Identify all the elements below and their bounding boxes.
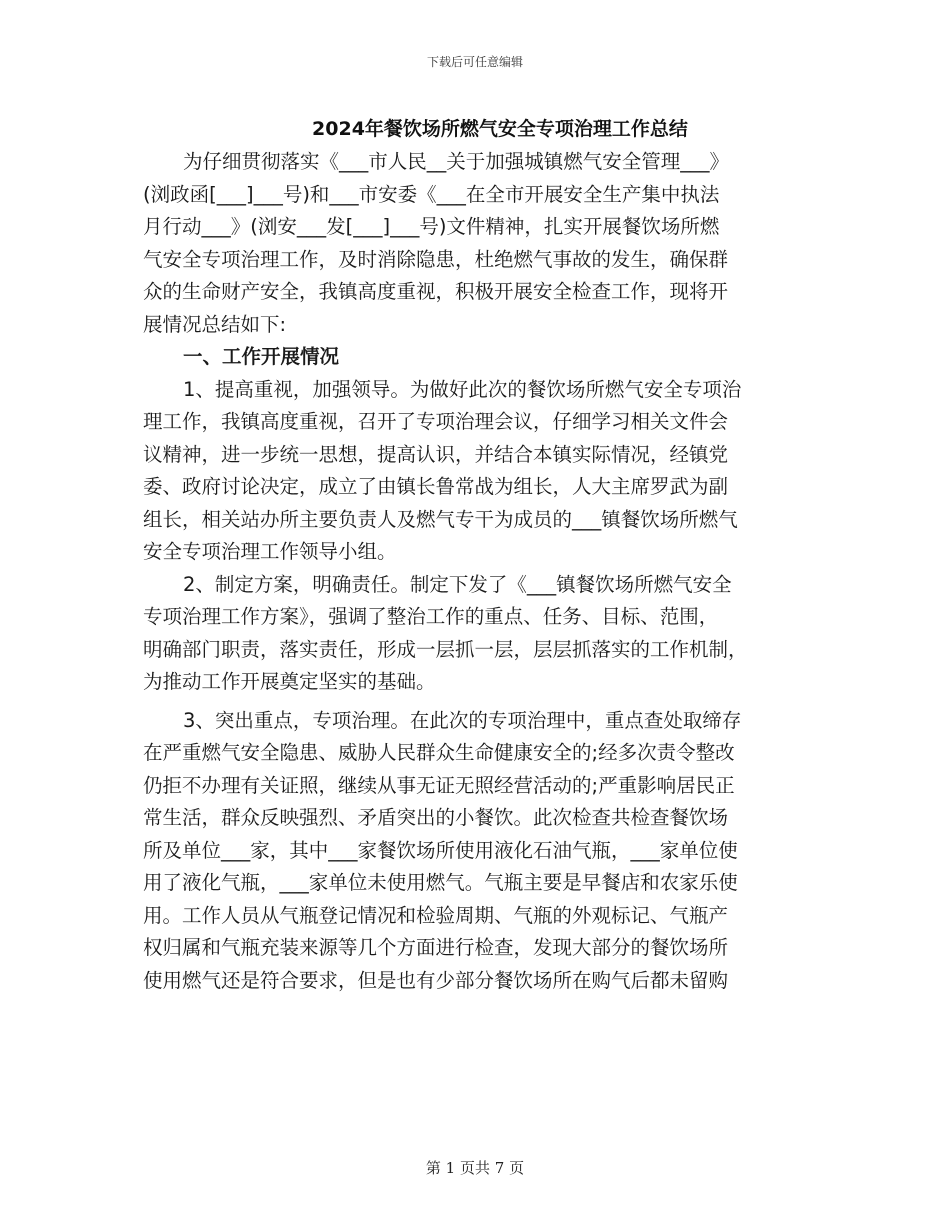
paragraph-line: 气安全专项治理工作，及时消除隐患，杜绝燃气事故的发生，确保群 xyxy=(143,247,729,271)
paragraph-line: 众的生命财产安全，我镇高度重视，积极开展安全检查工作，现将开 xyxy=(143,280,729,303)
item-2-paragraph xyxy=(143,569,803,699)
paragraph-line: 专项治理工作方案》，强调了整治工作的重点、任务、目标、范围， xyxy=(143,605,719,628)
paragraph-line: 委、政府讨论决定，成立了由镇长鲁常战为组长，人大主席罗武为副 xyxy=(143,475,729,498)
paragraph-line: 在严重燃气安全隐患、威胁人民群众生命健康安全的;经多次责令整改 xyxy=(143,741,735,764)
paragraph-line: 用了液化气瓶，___家单位未使用燃气。气瓶主要是早餐店和农家乐使 xyxy=(143,871,738,894)
paragraph-line: 展情况总结如下: xyxy=(143,312,287,336)
document-title: 2024年餐饮场所燃气安全专项治理工作总结 xyxy=(312,118,688,140)
paragraph-line: 常生活，群众反映强烈、矛盾突出的小餐饮。此次检查共检查餐饮场 xyxy=(143,806,729,829)
paragraph-line: 安全专项治理工作领导小组。 xyxy=(143,540,397,563)
page-footer: 第 1 页共 7 页 xyxy=(425,1159,525,1177)
paragraph-line: 所及单位___家，其中___家餐饮场所使用液化石油气瓶，___家单位使 xyxy=(143,838,738,862)
document-body xyxy=(143,146,803,997)
item-1-paragraph xyxy=(143,374,803,569)
paragraph-line: 2、制定方案，明确责任。制定下发了《___镇餐饮场所燃气安全 xyxy=(183,572,732,596)
paragraph-line: 用。工作人员从气瓶登记情况和检验周期、气瓶的外观标记、气瓶产 xyxy=(143,903,729,927)
paragraph-line: 理工作，我镇高度重视，召开了专项治理会议，仔细学习相关文件会 xyxy=(143,410,729,433)
item-3-paragraph xyxy=(143,705,803,998)
paragraph-line: 组长，相关站办所主要负责人及燃气专干为成员的___镇餐饮场所燃气 xyxy=(143,507,738,531)
paragraph-line: 1、提高重视，加强领导。为做好此次的餐饮场所燃气安全专项治 xyxy=(183,377,742,401)
paragraph-line: 使用燃气还是符合要求，但是也有少部分餐饮场所在购气后都未留购 xyxy=(143,968,729,992)
paragraph-line: 为仔细贯彻落实《___市人民__关于加强城镇燃气安全管理___》 xyxy=(183,150,730,173)
paragraph-line: 月行动___》(浏安___发[___]___号)文件精神，扎实开展餐饮场所燃 xyxy=(143,215,720,238)
paragraph-line: 为推动工作开展奠定坚实的基础。 xyxy=(143,670,436,693)
section-heading: 一、工作开展情况 xyxy=(183,345,340,368)
intro-paragraph xyxy=(143,146,803,341)
paragraph-line: 3、突出重点，专项治理。在此次的专项治理中，重点查处取缔存 xyxy=(183,708,742,732)
paragraph-line: 仍拒不办理有关证照，继续从事无证无照经营活动的;严重影响居民正 xyxy=(143,773,735,797)
page-header: 下载后可任意编辑 xyxy=(426,55,523,69)
paragraph-line: 权归属和气瓶充装来源等几个方面进行检查，发现大部分的餐饮场所 xyxy=(143,936,729,959)
paragraph-line: 明确部门职责，落实责任，形成一层抓一层，层层抓落实的工作机制， xyxy=(143,637,748,661)
paragraph-line: (浏政函[___]___号)和___市安委《___在全市开展安全生产集中执法 xyxy=(143,182,720,206)
paragraph-line: 议精神，进一步统一思想，提高认识，并结合本镇实际情况，经镇党 xyxy=(143,442,729,466)
